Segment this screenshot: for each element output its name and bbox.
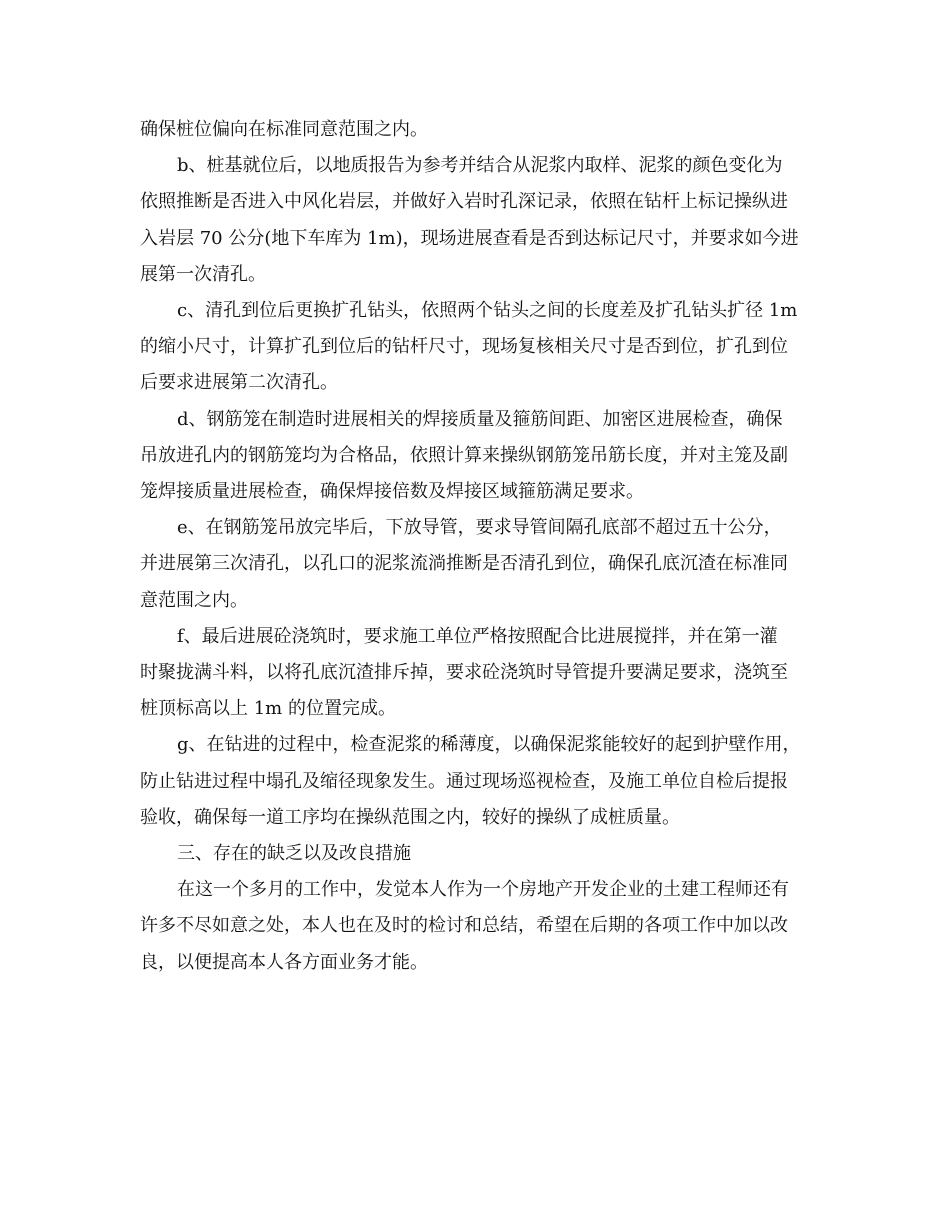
text-line: f、最后进展砼浇筑时，要求施工单位严格按照配合比进展搅拌，并在第一灌 xyxy=(177,625,778,647)
text-line: 后要求进展第二次清孔。 xyxy=(140,372,338,394)
text-line: d、钢筋笼在制造时进展相关的焊接质量及箍筋间距、加密区进展检查，确保 xyxy=(177,408,783,430)
text-line: 笼焊接质量进展检查，确保焊接倍数及焊接区域箍筋满足要求。 xyxy=(140,481,644,503)
text-line: 在这一个多月的工作中，发觉本人作为一个房地产开发企业的土建工程师还有 xyxy=(177,879,789,901)
text-line: 验收，确保每一道工序均在操纵范围之内，较好的操纵了成桩质量。 xyxy=(140,806,680,828)
text-line: c、清孔到位后更换扩孔钻头，依照两个钻头之间的长度差及扩孔钻头扩径 1m xyxy=(177,300,798,322)
paragraph-g xyxy=(140,727,820,836)
paragraph-c xyxy=(140,293,820,402)
paragraph-e xyxy=(140,510,820,619)
body-text xyxy=(140,112,820,981)
paragraph-continuation xyxy=(140,112,820,148)
paragraph-summary xyxy=(140,872,820,981)
paragraph-f xyxy=(140,619,820,728)
text-line: g、在钻进的过程中，检查泥浆的稀薄度，以确保泥浆能较好的起到护壁作用， xyxy=(177,734,801,756)
text-line: 防止钻进过程中塌孔及缩径现象发生。通过现场巡视检查，及施工单位自检后提报 xyxy=(140,770,788,792)
text-line: 意范围之内。 xyxy=(140,589,248,611)
text-line: b、桩基就位后，以地质报告为参考并结合从泥浆内取样、泥浆的颜色变化为 xyxy=(177,155,783,177)
paragraph-b xyxy=(140,148,820,293)
section-heading xyxy=(140,836,820,872)
text-line: 吊放进孔内的钢筋笼均为合格品，依照计算来操纵钢筋笼吊筋长度，并对主笼及副 xyxy=(140,444,788,466)
paragraph-d xyxy=(140,402,820,511)
text-line: 并进展第三次清孔，以孔口的泥浆流淌推断是否清孔到位，确保孔底沉渣在标准同 xyxy=(140,553,788,575)
text-line: 展第一次清孔。 xyxy=(140,263,266,285)
text-line: 确保桩位偏向在标准同意范围之内。 xyxy=(140,119,428,140)
text-line: 时聚拢满斗料，以将孔底沉渣排斥掉，要求砼浇筑时导管提升要满足要求，浇筑至 xyxy=(140,662,788,684)
text-line: 入岩层 70 公分(地下车库为 1m)，现场进展查看是否到达标记尺寸，并要求如今进 xyxy=(140,227,799,249)
text-line: 依照推断是否进入中风化岩层，并做好入岩时孔深记录，依照在钻杆上标记操纵进 xyxy=(140,191,788,213)
text-line: 桩顶标高以上 1m 的位置完成。 xyxy=(140,698,396,720)
text-line: 的缩小尺寸，计算扩孔到位后的钻杆尺寸，现场复核相关尺寸是否到位，扩孔到位 xyxy=(140,336,788,358)
text-line: 三、存在的缺乏以及改良措施 xyxy=(177,843,411,865)
text-line: e、在钢筋笼吊放完毕后，下放导管，要求导管间隔孔底部不超过五十公分， xyxy=(177,517,782,539)
text-line: 许多不尽如意之处，本人也在及时的检讨和总结，希望在后期的各项工作中加以改 xyxy=(140,915,788,937)
text-line: 良，以便提高本人各方面业务才能。 xyxy=(140,951,428,973)
